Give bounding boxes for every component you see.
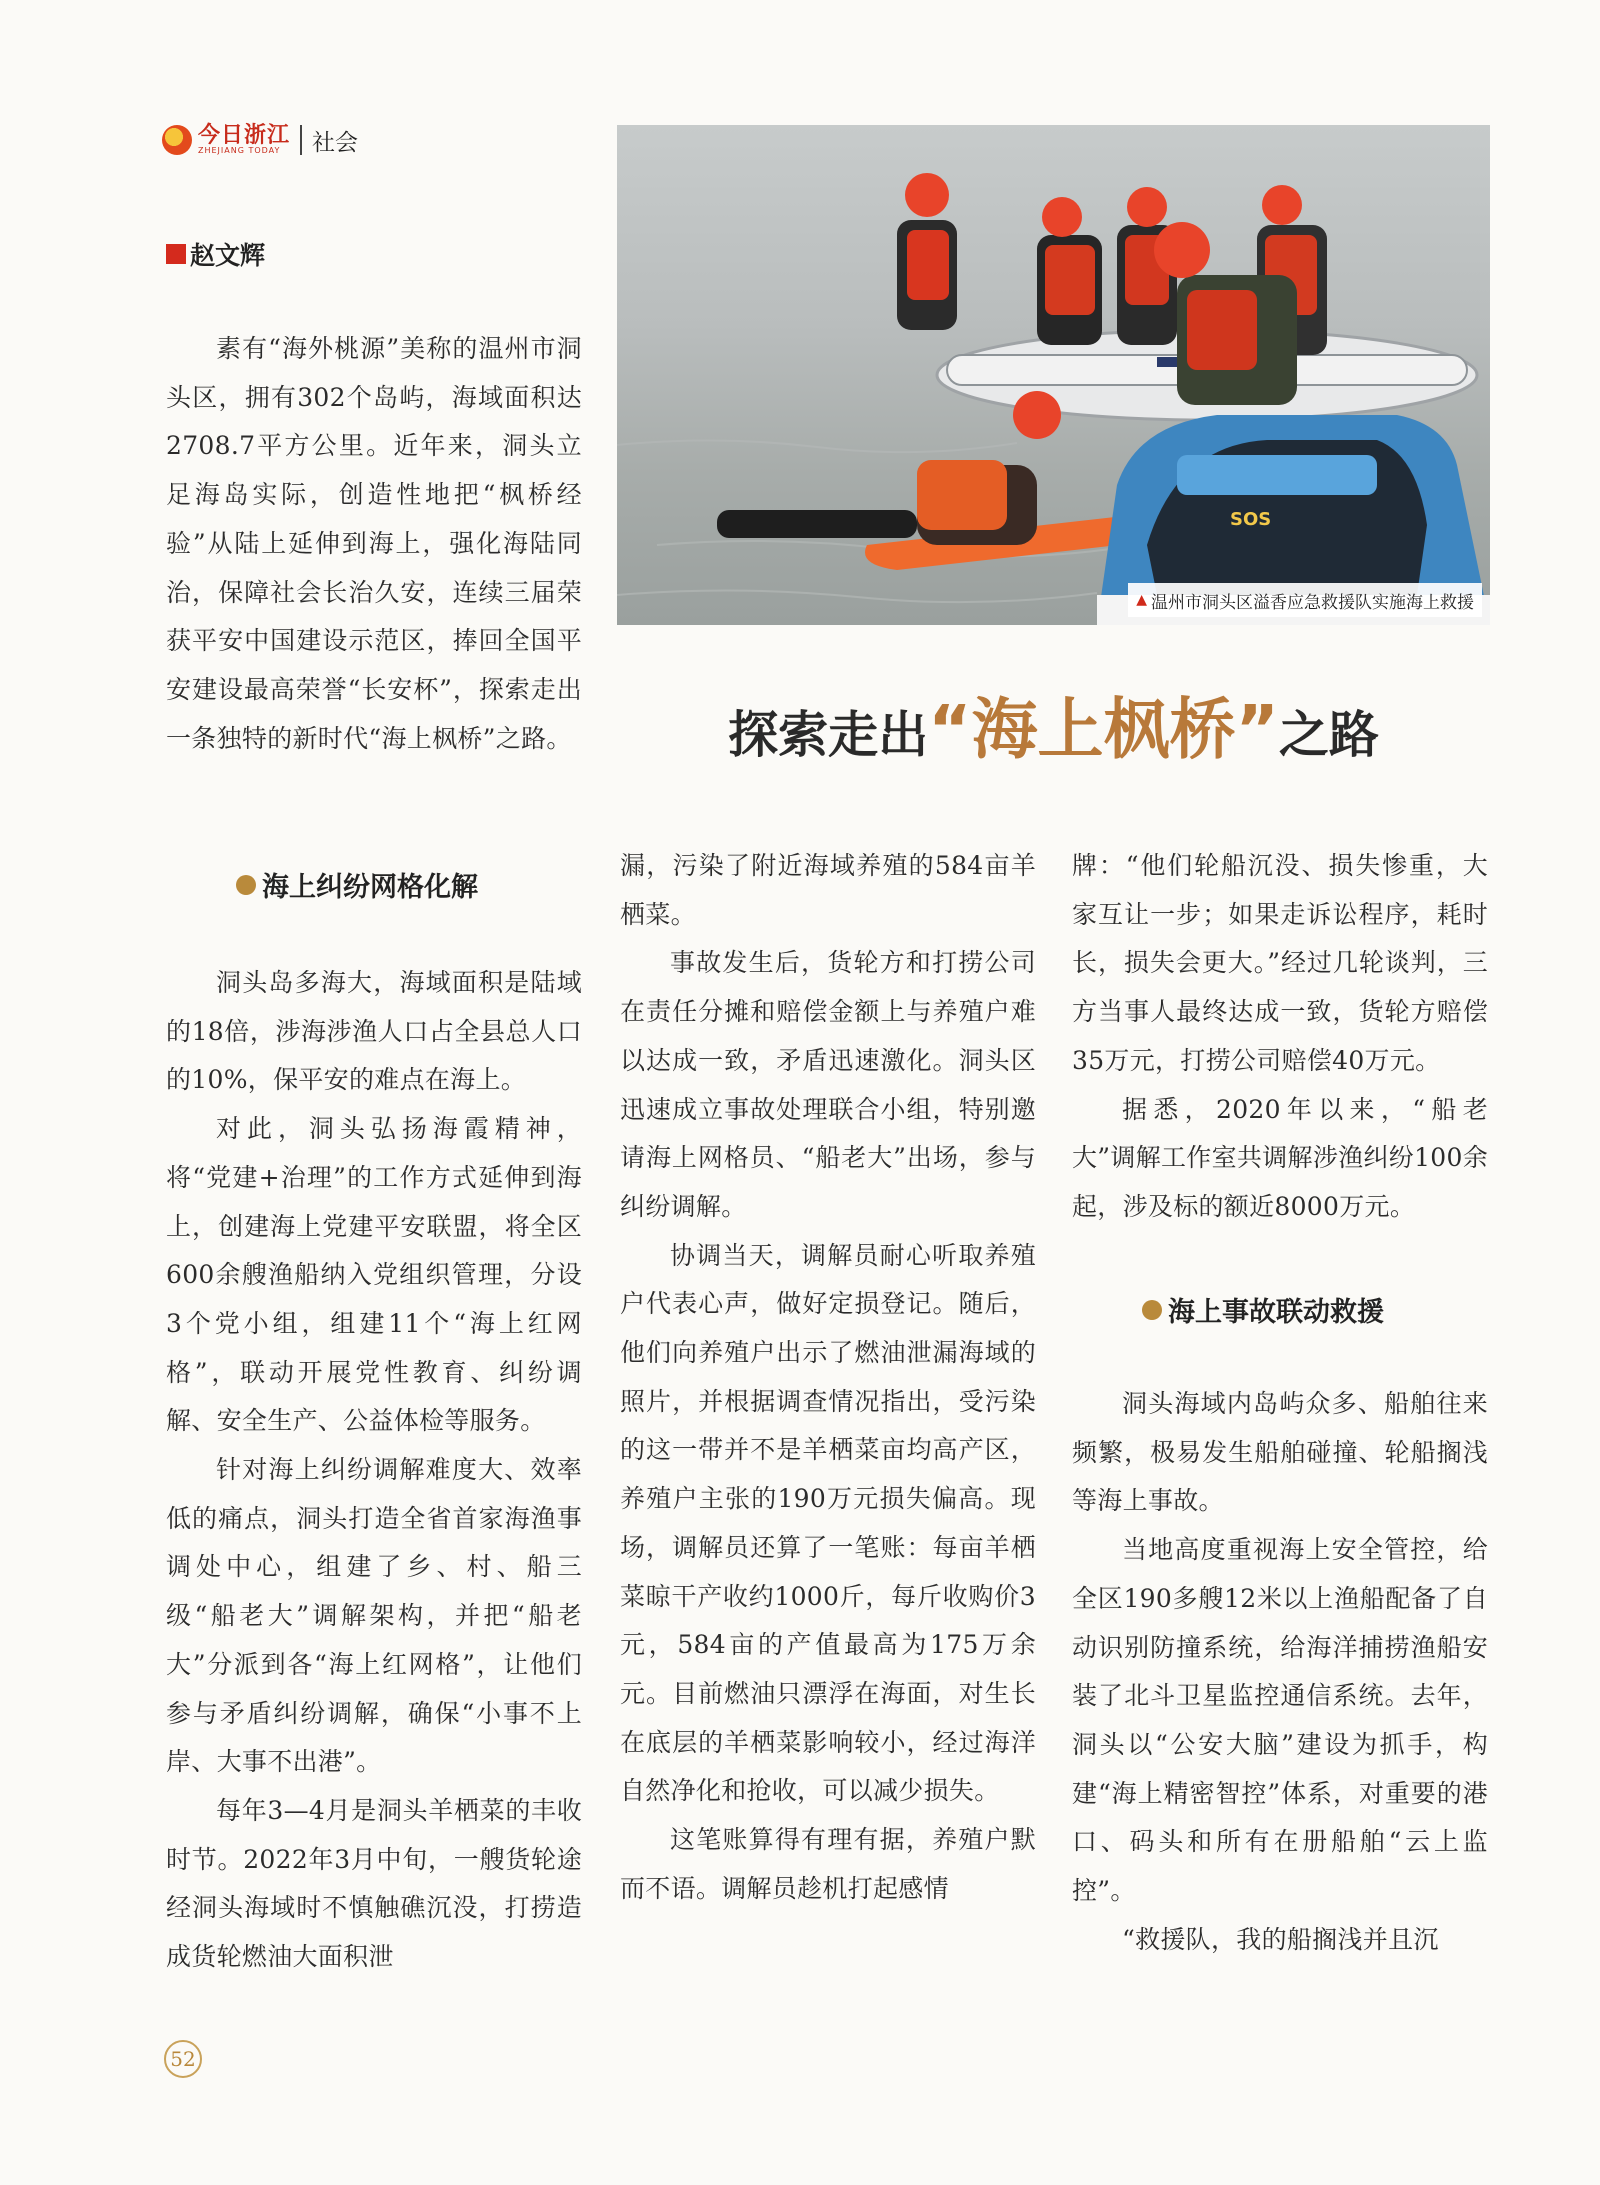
header-divider	[300, 125, 302, 155]
paragraph: 这笔账算得有理有据，养殖户默而不语。调解员趁机打起感情	[620, 1825, 1036, 1903]
paragraph: 据悉，2020年以来，“船老大”调解工作室共调解涉渔纠纷100余起，涉及标的额近8000万元。	[1072, 1094, 1488, 1221]
paragraph: “救援队，我的船搁浅并且沉	[1122, 1924, 1439, 1954]
paragraph: 当地高度重视海上安全管控，给全区190多艘12米以上渔船配备了自动识别防撞系统，给海洋捕捞渔船安装了北斗卫星监控通信系统。去年，洞头以“公安大脑”建设为抓手，构建“海上精密智控”体系，对重要的港口、码头和所有在册船舶“云上监控”。	[1072, 1535, 1488, 1906]
headline-open-quote: “	[928, 691, 972, 768]
section-name: 社会	[312, 129, 359, 156]
article-intro	[166, 325, 582, 763]
logo-name: 今日浙江	[198, 123, 291, 148]
magazine-logo	[162, 125, 290, 155]
page-number: 52	[164, 2040, 202, 2078]
section-heading-2	[1142, 1290, 1384, 1329]
bullet-dot-icon	[236, 875, 256, 895]
text-column-2	[620, 842, 1036, 1913]
section-heading-text: 海上纠纷网格化解	[262, 872, 478, 903]
paragraph: 对此，洞头弘扬海霞精神，将“党建+治理”的工作方式延伸到海上，创建海上党建平安联盟，将全区600余艘渔船纳入党组织管理，分设3个党小组，组建11个“海上红网格”，联动开展党性教育、纠纷调解、安全生产、公益体检等服务。	[166, 1114, 582, 1436]
paragraph: 针对海上纠纷调解难度大、效率低的痛点，洞头打造全省首家海渔事调处中心，组建了乡、村、船三级“船老大”调解架构，并把“船老大”分派到各“海上红网格”，让他们参与矛盾纠纷调解，确保“小事不上岸、大事不出港”。	[166, 1455, 582, 1777]
jetski-sos-label: SOS	[1230, 509, 1272, 530]
logo-english: ZHEJIANG TODAY	[198, 146, 281, 155]
paragraph: 事故发生后，货轮方和打捞公司在责任分摊和赔偿金额上与养殖户难以达成一致，矛盾迅速激化。洞头区迅速成立事故处理联合小组，特别邀请海上网格员、“船老大”出场，参与纠纷调解。	[620, 948, 1036, 1221]
headline-emphasis: 海上枫桥	[971, 691, 1236, 768]
rescue-photo	[617, 125, 1490, 625]
bullet-dot-icon	[1142, 1300, 1162, 1320]
article-headline	[617, 690, 1490, 775]
photo-caption	[1128, 583, 1482, 617]
text-column-3-continued	[1072, 1380, 1488, 1964]
paragraph: 洞头岛多海大，海域面积是陆域的18倍，涉海涉渔人口占全县总人口的10%，保平安的难点在海上。	[166, 968, 582, 1095]
section-heading-1	[236, 865, 478, 904]
rescue-illustration	[617, 125, 1490, 625]
section-heading-text: 海上事故联动救援	[1168, 1297, 1384, 1328]
headline-suffix: 之路	[1278, 705, 1379, 764]
caption-text: 温州市洞头区溢香应急救援队实施海上救援	[1151, 592, 1474, 613]
text-column-3	[1072, 842, 1488, 1232]
headline-prefix: 探索走出	[728, 705, 929, 764]
headline-close-quote: ”	[1235, 691, 1279, 768]
paragraph: 每年3—4月是洞头羊栖菜的丰收时节。2022年3月中旬，一艘货轮途经洞头海域时不慎触礁沉没，打捞造成货轮燃油大面积泄	[166, 1795, 582, 1972]
byline-square-icon	[166, 244, 186, 264]
intro-paragraph: 素有“海外桃源”美称的温州市洞头区，拥有302个岛屿，海域面积达2708.7平方公里。近年来，洞头立足海岛实际，创造性地把“枫桥经验”从陆上延伸到海上，强化海陆同治，保障社会长治久安，连续三届荣获平安中国建设示范区，捧回全国平安建设最高荣誉“长安杯”，探索走出一条独特的新时代“海上枫桥”之路。	[166, 334, 582, 753]
paragraph: 牌：“他们轮船沉没、损失惨重，大家互让一步；如果走诉讼程序，耗时长，损失会更大。”经过几轮谈判，三方当事人最终达成一致，货轮方赔偿35万元，打捞公司赔偿40万元。	[1072, 851, 1488, 1075]
caption-triangle-icon: ▲	[1136, 592, 1147, 608]
magazine-header	[162, 120, 358, 160]
author-name: 赵文辉	[190, 241, 266, 270]
logo-sun-icon	[162, 125, 192, 155]
paragraph: 洞头海域内岛屿众多、船舶往来频繁，极易发生船舶碰撞、轮船搁浅等海上事故。	[1072, 1389, 1488, 1516]
paragraph: 漏，污染了附近海域养殖的584亩羊栖菜。	[620, 851, 1036, 929]
paragraph: 协调当天，调解员耐心听取养殖户代表心声，做好定损登记。随后，他们向养殖户出示了燃油泄漏海域的照片，并根据调查情况指出，受污染的这一带并不是羊栖菜亩均高产区，养殖户主张的190万元损失偏高。现场，调解员还算了一笔账：每亩羊栖菜晾干产收约1000斤，每斤收购价3元，584亩的产值最高为175万余元。目前燃油只漂浮在海面，对生长在底层的羊栖菜影响较小，经过海洋自然净化和抢收，可以减少损失。	[620, 1240, 1036, 1806]
author-byline	[166, 236, 265, 272]
text-column-1	[166, 959, 582, 1982]
